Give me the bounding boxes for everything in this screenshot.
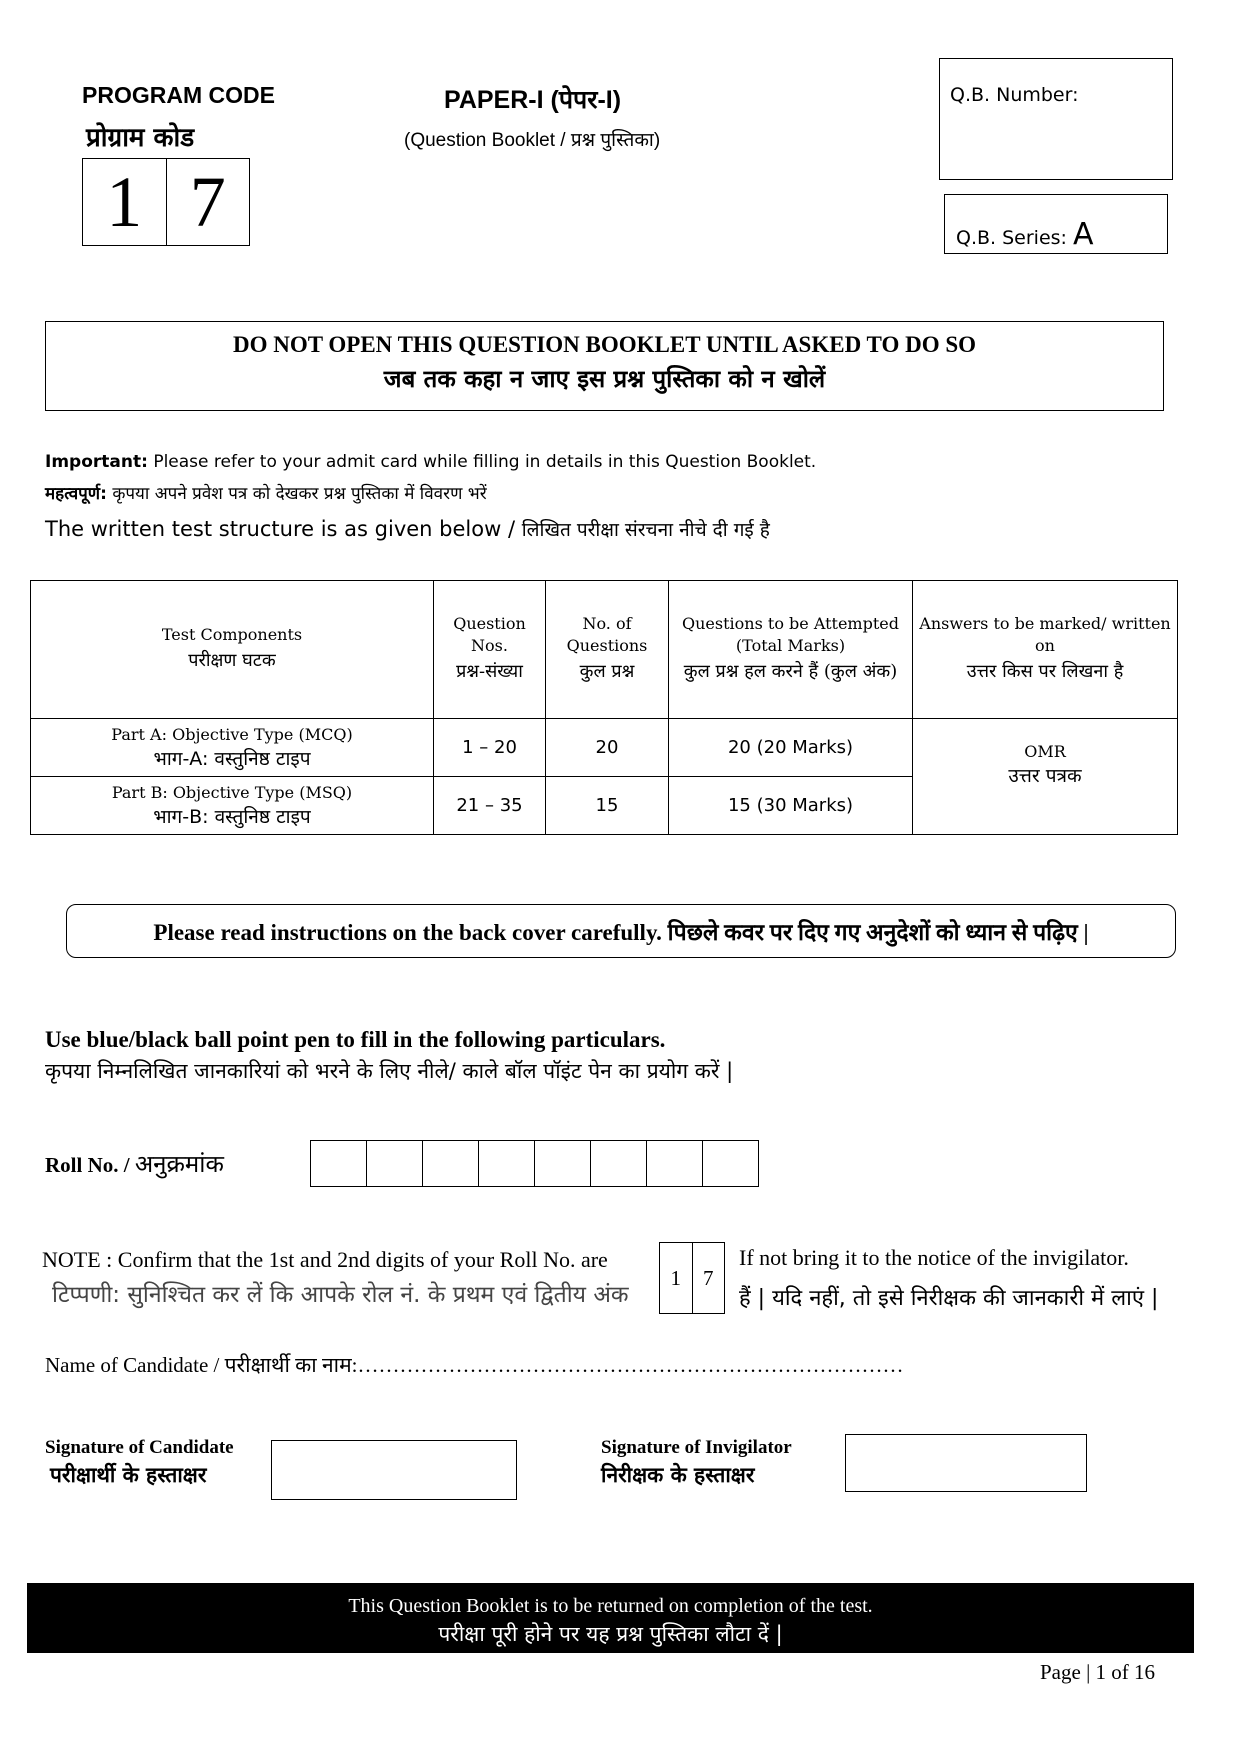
header-questions-attempted xyxy=(669,581,913,719)
header-en: Answers to be marked/ written on xyxy=(919,613,1171,655)
row-component-en: Part B: Objective Type (MSQ) xyxy=(111,782,353,802)
note-text-hindi: टिप्पणी: सुनिश्चित कर लें कि आपके रोल नं. के प्रथम एवं द्वितीय अंक xyxy=(52,1282,629,1308)
roll-number-label xyxy=(45,1147,224,1180)
important-label-hindi: महत्वपूर्ण: xyxy=(45,484,107,504)
invigilator-notice: If not bring it to the notice of the invigilator. xyxy=(739,1245,1129,1270)
roll-number-label-en: Roll No. / xyxy=(45,1153,130,1177)
header-question-nos xyxy=(434,581,546,719)
qb-series-label-text: Q.B. Series: xyxy=(956,227,1067,249)
candidate-signature-label: Signature of Candidate xyxy=(45,1437,234,1458)
program-code-box xyxy=(82,158,250,246)
do-not-open-notice xyxy=(45,321,1164,411)
table-header-row xyxy=(31,581,1178,719)
header-en: Question Nos. xyxy=(453,613,526,655)
header-hi: परीक्षण घटक xyxy=(188,649,276,671)
roll-number-digit-box[interactable] xyxy=(646,1141,702,1186)
instructions-notice xyxy=(66,904,1176,958)
important-label: Important: xyxy=(45,452,148,472)
row-attempt: 20 (20 Marks) xyxy=(669,719,913,777)
do-not-open-text-hindi: जब तक कहा न जाए इस प्रश्न पुस्तिका को न खोलें xyxy=(383,365,826,393)
row-question-nos: 21 – 35 xyxy=(434,777,546,835)
answer-sheet-cell xyxy=(913,719,1178,835)
footer-text: This Question Booklet is to be returned on completion of the test. xyxy=(348,1595,873,1617)
row-component xyxy=(31,777,434,835)
row-component-hi: भाग-A: वस्तुनिष्ठ टाइप xyxy=(153,747,311,770)
header-en: No. of Questions xyxy=(566,613,648,655)
roll-number-digit-box[interactable] xyxy=(702,1141,758,1186)
qb-number-box[interactable] xyxy=(939,58,1173,180)
roll-prefix-digit: 1 xyxy=(670,1265,681,1290)
paper-subtitle: (Question Booklet / प्रश्न पुस्तिका) xyxy=(404,130,661,151)
table-row xyxy=(31,719,1178,777)
footer-text-hindi: परीक्षा पूरी होने पर यह प्रश्न पुस्तिका लौटा दें | xyxy=(438,1622,783,1646)
header-no-of-questions xyxy=(546,581,669,719)
header-hi: उत्तर किस पर लिखना है xyxy=(966,660,1124,682)
structure-heading xyxy=(45,516,770,542)
important-text: Please refer to your admit card while filling in details in this Question Booklet. xyxy=(153,452,817,472)
program-code-digit: 7 xyxy=(166,159,250,245)
important-text-hindi: कृपया अपने प्रवेश पत्र को देखकर प्रश्न पुस्तिका में विवरण भरें xyxy=(112,484,487,504)
row-attempt: 15 (30 Marks) xyxy=(669,777,913,835)
program-code-label-hindi: प्रोग्राम कोड xyxy=(86,123,195,153)
row-component-hi: भाग-B: वस्तुनिष्ठ टाइप xyxy=(153,805,311,828)
row-component-en: Part A: Objective Type (MCQ) xyxy=(111,724,353,744)
roll-number-boxes xyxy=(310,1140,759,1187)
qb-series-label xyxy=(956,217,1094,252)
roll-number-digit-box[interactable] xyxy=(534,1141,590,1186)
structure-heading-en: The written test structure is as given below / xyxy=(45,517,516,541)
row-question-nos: 1 – 20 xyxy=(434,719,546,777)
row-question-count: 20 xyxy=(546,719,669,777)
roll-prefix-digit: 7 xyxy=(692,1243,725,1313)
roll-number-digit-box[interactable] xyxy=(422,1141,478,1186)
page-number: Page | 1 of 16 xyxy=(1040,1660,1156,1684)
program-code-digit: 1 xyxy=(106,161,143,242)
header-hi: कुल प्रश्न xyxy=(579,660,635,682)
do-not-open-text: DO NOT OPEN THIS QUESTION BOOKLET UNTIL ASKED TO DO SO xyxy=(232,332,977,357)
header-en: Questions to be Attempted (Total Marks) xyxy=(682,613,899,655)
important-note xyxy=(45,452,816,472)
qb-series-box xyxy=(944,194,1168,254)
candidate-signature-box[interactable] xyxy=(271,1440,517,1500)
candidate-signature-label-hindi: परीक्षार्थी के हस्ताक्षर xyxy=(50,1463,207,1487)
header-hi: प्रश्न-संख्या xyxy=(456,660,523,682)
invigilator-notice-hindi: हैं | यदि नहीं, तो इसे निरीक्षक की जानकारी में लाएं | xyxy=(739,1286,1159,1311)
important-note-hindi xyxy=(45,481,487,504)
roll-number-digit-box[interactable] xyxy=(311,1141,366,1186)
roll-number-digit-box[interactable] xyxy=(590,1141,646,1186)
return-booklet-footer xyxy=(27,1583,1194,1653)
qb-number-label: Q.B. Number: xyxy=(950,84,1079,106)
test-structure-table xyxy=(30,580,1178,835)
paper-title: PAPER-I (पेपर-I) xyxy=(444,86,622,114)
note-text: NOTE : Confirm that the 1st and 2nd digits of your Roll No. are xyxy=(42,1247,608,1272)
qb-series-value: A xyxy=(1073,217,1094,252)
invigilator-signature-label-hindi: निरीक्षक के हस्ताक्षर xyxy=(601,1463,755,1487)
row-component xyxy=(31,719,434,777)
header-hi: कुल प्रश्न हल करने हैं (कुल अंक) xyxy=(683,660,898,682)
roll-number-digit-box[interactable] xyxy=(366,1141,422,1186)
answer-sheet-en: OMR xyxy=(1024,741,1066,761)
candidate-name-field[interactable]: Name of Candidate / परीक्षार्थी का नाम:…………………………………………………………………… xyxy=(45,1353,904,1377)
invigilator-signature-box[interactable] xyxy=(845,1434,1087,1492)
roll-number-label-hindi: अनुक्रमांक xyxy=(134,1150,224,1178)
roll-prefix-digits xyxy=(659,1242,725,1314)
program-code-label: PROGRAM CODE xyxy=(82,82,275,108)
header-test-components xyxy=(31,581,434,719)
instructions-text: Please read instructions on the back cover carefully. पिछले कवर पर दिए गए अनुदेशों को ध्यान से पढ़िए | xyxy=(153,920,1089,945)
pen-instruction-hindi: कृपया निम्नलिखित जानकारियां को भरने के लिए नीले/ काले बॉल पॉइंट पेन का प्रयोग करें | xyxy=(45,1059,734,1083)
header-en: Test Components xyxy=(161,624,303,644)
structure-heading-hindi: लिखित परीक्षा संरचना नीचे दी गई है xyxy=(521,519,770,541)
pen-instruction: Use blue/black ball point pen to fill in the following particulars. xyxy=(45,1027,666,1052)
invigilator-signature-label: Signature of Invigilator xyxy=(601,1437,792,1458)
header-answers-marked xyxy=(913,581,1178,719)
answer-sheet-hi: उत्तर पत्रक xyxy=(1008,764,1082,787)
roll-number-digit-box[interactable] xyxy=(478,1141,534,1186)
row-question-count: 15 xyxy=(546,777,669,835)
